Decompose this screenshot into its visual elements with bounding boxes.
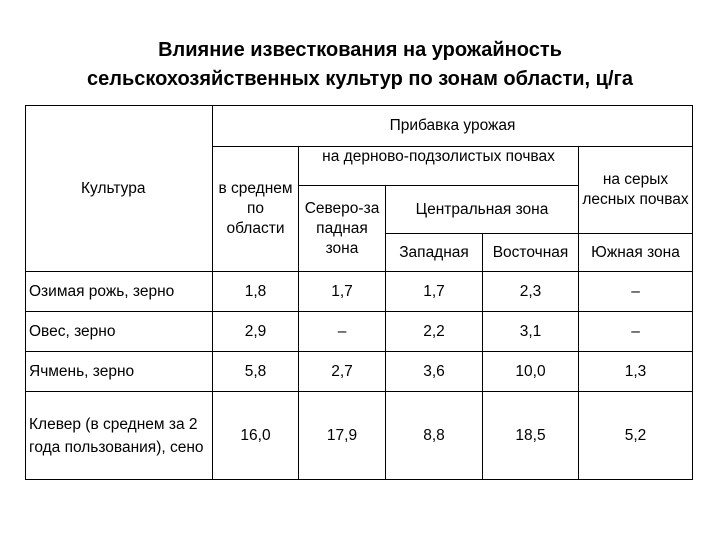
cell-eastern: 10,0 xyxy=(483,352,579,392)
cell-avg: 16,0 xyxy=(213,392,299,480)
table-row xyxy=(26,312,693,352)
cell-avg: 5,8 xyxy=(213,352,299,392)
cell-crop: Ячмень, зерно xyxy=(26,352,213,392)
table-row xyxy=(26,272,693,312)
cell-crop: Клевер (в среднем за 2 года пользования), сено xyxy=(26,392,213,480)
cell-eastern: 3,1 xyxy=(483,312,579,352)
title-line-1: Влияние известкования на урожайность xyxy=(158,39,562,61)
header-yield-increase: Прибавка урожая xyxy=(213,106,693,147)
title-line-2: сельскохозяйственных культур по зонам области, ц/га xyxy=(87,68,633,90)
cell-avg: 2,9 xyxy=(213,312,299,352)
cell-northwest: – xyxy=(299,312,386,352)
table-row xyxy=(26,392,693,480)
cell-southern: 5,2 xyxy=(579,392,693,480)
cell-western: 2,2 xyxy=(386,312,483,352)
header-gray-forest: на серых лесных почвах xyxy=(579,147,693,234)
cell-northwest: 2,7 xyxy=(299,352,386,392)
cell-avg: 1,8 xyxy=(213,272,299,312)
header-southern-zone: Южная зона xyxy=(579,234,693,272)
cell-western: 1,7 xyxy=(386,272,483,312)
page-title xyxy=(0,36,720,94)
cell-western: 3,6 xyxy=(386,352,483,392)
cell-crop: Озимая рожь, зерно xyxy=(26,272,213,312)
cell-southern: – xyxy=(579,312,693,352)
cell-northwest: 1,7 xyxy=(299,272,386,312)
header-sod-podzolic: на дерново-подзолистых почвах xyxy=(299,147,579,186)
cell-crop: Овес, зерно xyxy=(26,312,213,352)
cell-western: 8,8 xyxy=(386,392,483,480)
cell-northwest: 17,9 xyxy=(299,392,386,480)
header-crop: Культура xyxy=(26,106,213,272)
header-western: Западная xyxy=(386,234,483,272)
header-region-average: в среднем по области xyxy=(213,147,299,272)
header-northwest-zone: Северо-за падная зона xyxy=(299,186,386,272)
cell-eastern: 2,3 xyxy=(483,272,579,312)
header-central-zone: Центральная зона xyxy=(386,186,579,234)
cell-southern: – xyxy=(579,272,693,312)
table-row xyxy=(26,352,693,392)
cell-eastern: 18,5 xyxy=(483,392,579,480)
header-eastern: Восточная xyxy=(483,234,579,272)
cell-southern: 1,3 xyxy=(579,352,693,392)
yield-table xyxy=(25,105,693,480)
